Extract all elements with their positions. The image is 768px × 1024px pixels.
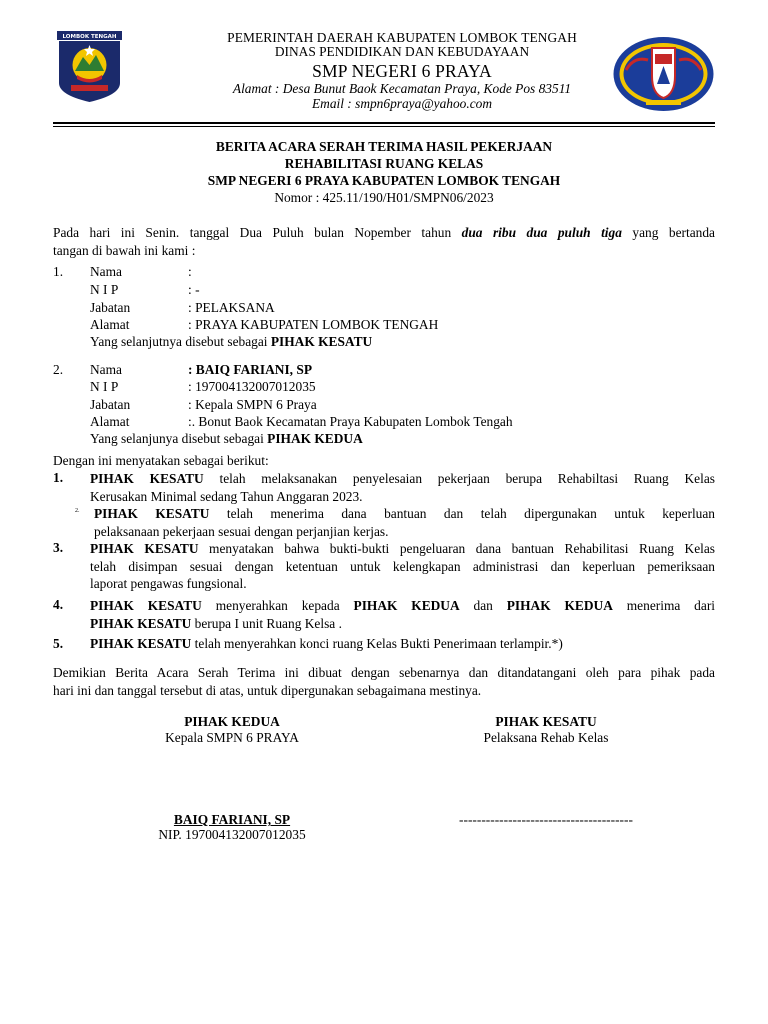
point4-text xyxy=(90,597,715,632)
document-number: Nomor : 425.11/190/H01/SMPN06/2023 xyxy=(274,190,494,205)
signature-left-role: Kepala SMPN 6 PRAYA xyxy=(165,730,299,745)
point2-role: PIHAK KESATU xyxy=(94,506,210,521)
party1-number: 1. xyxy=(53,264,64,279)
point3-text-1: menyatakan bahwa bukti-bukti pengeluaran dana bantuan Rehabilitasi Ruang Kelas xyxy=(198,541,716,556)
intro-text-2: yang bertanda xyxy=(621,225,715,240)
party2-value-name: : BAIQ FARIANI, SP xyxy=(188,362,312,377)
letterhead-department: DINAS PENDIDIKAN DAN KEBUDAYAAN xyxy=(274,44,530,59)
school-logo xyxy=(612,36,715,112)
party1-value-name: : xyxy=(188,264,192,279)
signature-left-title: PIHAK KEDUA xyxy=(184,714,280,729)
intro-line2: tangan di bawah ini kami : xyxy=(53,242,196,258)
point3-role: PIHAK KESATU xyxy=(90,541,199,556)
letterhead-email: Email : smpn6praya@yahoo.com xyxy=(311,96,493,111)
point1-line2: Kerusakan Minimal sedang Tahun Anggaran 2023. xyxy=(90,488,363,504)
point2-text-1: telah menerima dana bantuan dan telah dipergunakan untuk keperluan xyxy=(209,506,716,521)
point2-number: 2. xyxy=(75,508,80,514)
point1-role: PIHAK KESATU xyxy=(90,471,204,486)
lombok-tengah-logo xyxy=(57,31,122,102)
point4-role-1: PIHAK KESATU xyxy=(90,598,202,613)
point2-line1 xyxy=(94,505,715,523)
point4-role-2: PIHAK KEDUA xyxy=(353,598,460,613)
party2-label-alamat: Alamat xyxy=(90,414,130,429)
point5-number: 5. xyxy=(53,636,64,651)
point4-text-4: berupa I unit Ruang Kelsa . xyxy=(191,615,342,631)
point4-line1 xyxy=(90,597,715,615)
party2-number: 2. xyxy=(53,362,64,377)
signature-left-nip: NIP. 197004132007012035 xyxy=(158,827,306,842)
party1-closing-text: Yang selanjutnya disebut sebagai xyxy=(90,334,271,349)
party1-value-jabatan: : PELAKSANA xyxy=(188,300,275,315)
point5-text xyxy=(90,636,563,652)
party1-label-alamat: Alamat xyxy=(90,317,130,332)
point4-text-1: menyerahkan kepada xyxy=(201,598,354,613)
point4-role-4: PIHAK KESATU xyxy=(90,615,192,631)
point5-text-1: telah menyerahkan konci ruang Kelas Bukti Penerimaan terlampir.*) xyxy=(191,636,563,651)
letterhead-school-name: SMP NEGERI 6 PRAYA xyxy=(312,61,492,81)
point4-role-3: PIHAK KEDUA xyxy=(506,598,613,613)
point2-line2: pelaksanaan pekerjaan sesuai dengan perjanjian kerjas. xyxy=(94,523,389,539)
party1-closing xyxy=(90,334,372,350)
point3-line1 xyxy=(90,540,715,558)
signature-left-name-text: BAIQ FARIANI, SP xyxy=(173,812,291,827)
party2-label-jabatan: Jabatan xyxy=(90,397,131,412)
signature-right-title: PIHAK KESATU xyxy=(495,714,597,729)
point3-text xyxy=(90,540,715,593)
party2-closing-text: Yang selanjunya disebut sebagai xyxy=(90,431,268,446)
party1-closing-role: PIHAK KESATU xyxy=(270,334,373,349)
document-title-line2: REHABILITASI RUANG KELAS xyxy=(284,156,484,171)
party1-label-name: Nama xyxy=(90,264,122,279)
document-title-line3: SMP NEGERI 6 PRAYA KABUPATEN LOMBOK TENGAH xyxy=(207,173,561,188)
party2-value-alamat: :. Bonut Baok Kecamatan Praya Kabupaten Lombok Tengah xyxy=(188,414,513,429)
point4-number: 4. xyxy=(53,597,64,612)
party2-value-nip: : 197004132007012035 xyxy=(188,379,316,394)
party1-value-nip: : - xyxy=(188,282,200,297)
signature-left-name xyxy=(132,812,332,828)
intro-year-words: dua ribu dua puluh tiga xyxy=(461,225,622,240)
document-title-line1: BERITA ACARA SERAH TERIMA HASIL PEKERJAAN xyxy=(215,139,553,154)
letterhead-rule-thick xyxy=(53,122,715,124)
closing-paragraph xyxy=(53,664,715,699)
letterhead-address: Alamat : Desa Bunut Baok Kecamatan Praya, Kode Pos 83511 xyxy=(232,81,572,96)
point3-line3: laporat pengawas fungsional. xyxy=(90,576,247,591)
party1-label-nip: N I P xyxy=(90,282,119,297)
point1-line1 xyxy=(90,470,715,488)
letterhead-government: PEMERINTAH DAERAH KABUPATEN LOMBOK TENGAH xyxy=(227,30,577,45)
point1-text-1: telah melaksanakan penyelesaian pekerjaan berupa Rehabiltasi Ruang Kelas xyxy=(203,471,716,486)
party1-label-jabatan: Jabatan xyxy=(90,300,131,315)
point1-text xyxy=(90,470,715,505)
letterhead-rule-thin xyxy=(53,126,715,127)
point4-line2 xyxy=(90,615,715,633)
point2-text xyxy=(94,505,715,540)
point3-line2: telah disimpan sesuai dengan ketentuan untuk kelengkapan administrasi dan keperluan pemeriksaan xyxy=(90,558,715,574)
party2-value-jabatan: : Kepala SMPN 6 Praya xyxy=(188,397,317,412)
party1-value-alamat: : PRAYA KABUPATEN LOMBOK TENGAH xyxy=(188,317,439,332)
party2-closing xyxy=(90,431,363,447)
point3-number: 3. xyxy=(53,540,64,555)
point4-text-3: menerima dari xyxy=(612,598,715,613)
point5-role: PIHAK KESATU xyxy=(90,636,192,651)
intro-text-1: Pada hari ini Senin. tanggal Dua Puluh bulan Nopember tahun xyxy=(53,225,462,240)
closing-line2: hari ini dan tanggal tersebut di atas, untuk dipergunakan sebagaimana mestinya. xyxy=(53,682,482,698)
signature-right-role: Pelaksana Rehab Kelas xyxy=(483,730,609,745)
point4-text-2: dan xyxy=(459,598,507,613)
party2-closing-role: PIHAK KEDUA xyxy=(267,431,363,446)
point1-number: 1. xyxy=(53,470,64,485)
logo-banner-text: LOMBOK TENGAH xyxy=(62,34,117,40)
closing-line1: Demikian Berita Acara Serah Terima ini dibuat dengan sebenarnya dan ditandatangani oleh para pihak pada xyxy=(53,665,715,680)
signature-right-name-line: --------------------------------------- xyxy=(459,812,633,827)
party2-label-nip: N I P xyxy=(90,379,119,394)
intro-paragraph xyxy=(53,224,715,259)
statement-intro: Dengan ini menyatakan sebagai berikut: xyxy=(53,453,269,468)
party2-label-name: Nama xyxy=(90,362,122,377)
intro-line1 xyxy=(53,224,715,242)
